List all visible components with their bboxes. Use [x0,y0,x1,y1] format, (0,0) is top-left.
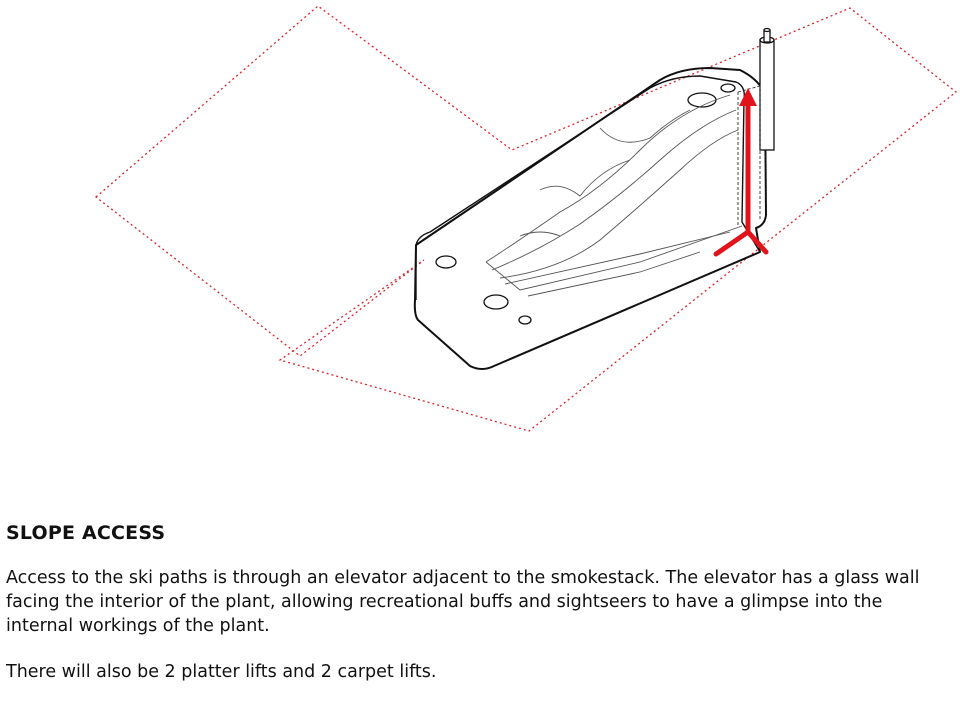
roof-opening [484,295,508,309]
building-outline [415,68,766,369]
caption-block [6,522,946,706]
lifts-note: There will also be 2 platter lifts and 2 carpet lifts. [6,662,437,682]
roof-opening [721,84,735,92]
arrow-head [739,88,757,106]
site-boundary [96,6,956,431]
roof-opening [436,256,456,268]
roof-opening [688,93,716,107]
plant-building [415,68,766,369]
section-heading: SLOPE ACCESS [6,522,166,544]
access-arrow [716,106,766,254]
ski-slope [486,95,742,296]
smokestack [760,29,774,151]
roof-opening [519,316,531,324]
body-paragraph: Access to the ski paths is through an elevator adjacent to the smokestack. The elevator has a glass wall facing the interior of the plant, allowing recreational buffs and sightseers to have a glimpse into the internal workings of the plant. [6,568,920,636]
